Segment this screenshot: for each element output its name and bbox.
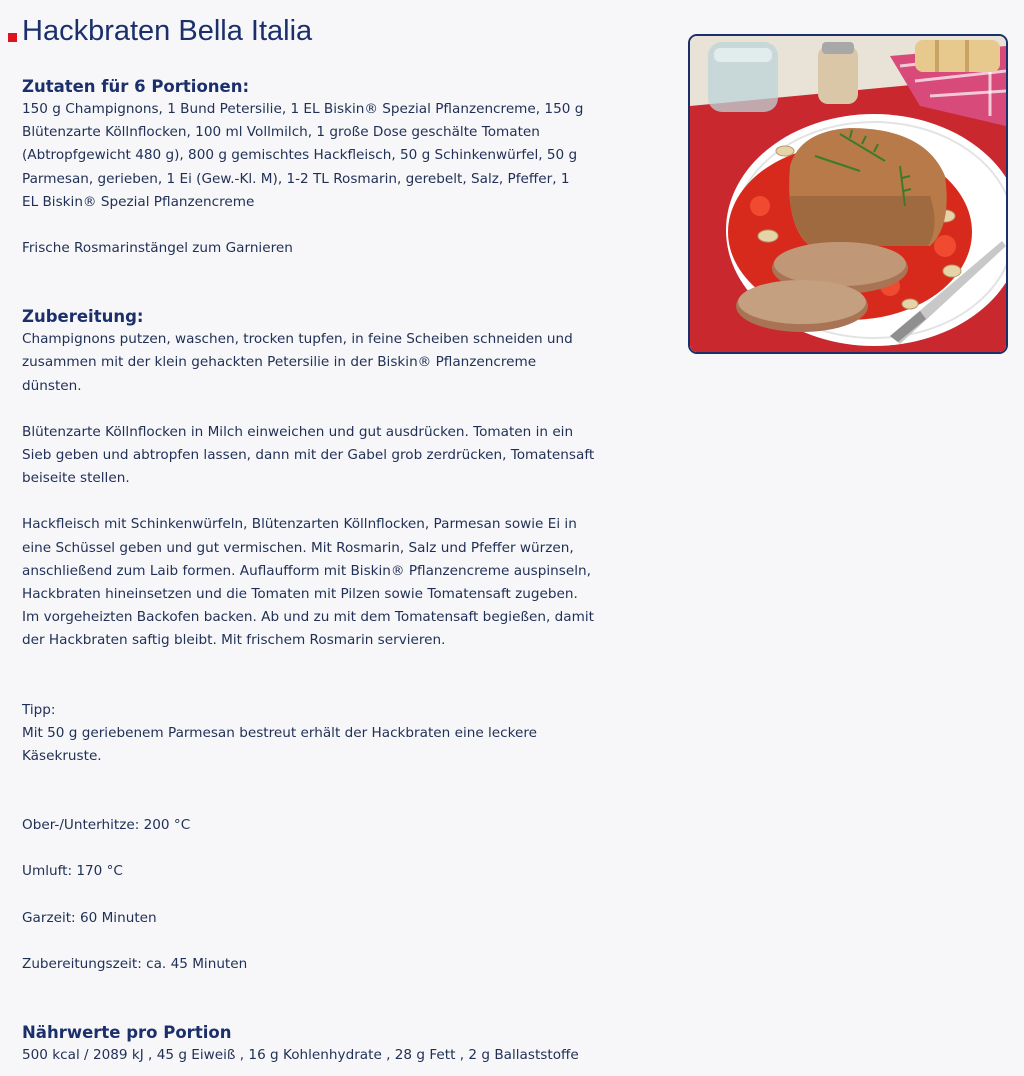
tip-label: Tipp:	[22, 701, 56, 718]
preparation-line: anschließend zum Laib formen. Auflaufform mit Biskin® Pflanzencreme auspinseln,	[22, 562, 591, 579]
convection: Umluft: 170 °C	[22, 863, 123, 880]
ingredients-heading: Zutaten für 6 Portionen:	[22, 77, 250, 96]
title-marker-icon	[8, 33, 17, 42]
recipe-content	[22, 76, 670, 1067]
meatloaf-illustration	[690, 36, 1006, 352]
ingredients-line: Parmesan, gerieben, 1 Ei (Gew.-Kl. M), 1-2 TL Rosmarin, gerebelt, Salz, Pfeffer, 1	[22, 170, 570, 187]
ingredients-line: EL Biskin® Spezial Pflanzencreme	[22, 193, 255, 210]
title-row	[8, 12, 312, 48]
glass-shape	[708, 42, 778, 112]
page-title: Hackbraten Bella Italia	[22, 15, 313, 47]
ingredients-line: (Abtropfgewicht 480 g), 800 g gemischtes Hackfleisch, 50 g Schinkenwürfel, 50 g	[22, 147, 578, 164]
preparation-line: Hackfleisch mit Schinkenwürfeln, Blütenzarten Köllnflocken, Parmesan sowie Ei in	[22, 516, 577, 533]
tip-line: Käsekruste.	[22, 748, 102, 765]
preparation-line: beiseite stellen.	[22, 470, 130, 487]
preparation-line: eine Schüssel geben und gut vermischen. Mit Rosmarin, Salz und Pfeffer würzen,	[22, 539, 574, 556]
nutrition-heading: Nährwerte pro Portion	[22, 1023, 232, 1043]
ingredients-line: 150 g Champignons, 1 Bund Petersilie, 1 EL Biskin® Spezial Pflanzencreme, 150 g	[22, 101, 584, 117]
preparation-line: Blütenzarte Köllnflocken in Milch einweichen und gut ausdrücken. Tomaten in ein	[22, 423, 574, 440]
preparation-line: dünsten.	[22, 377, 82, 394]
preparation-line: Hackbraten hineinsetzen und die Tomaten mit Pilzen sowie Tomatensaft zugeben.	[22, 586, 578, 603]
tip-line: Mit 50 g geriebenem Parmesan bestreut erhält der Hackbraten eine leckere	[22, 724, 538, 741]
prep-time: Zubereitungszeit: ca. 45 Minuten	[22, 955, 248, 972]
preparation-line: Champignons putzen, waschen, trocken tupfen, in feine Scheiben schneiden und	[22, 331, 573, 348]
top-bottom-heat: Ober-/Unterhitze: 200 °C	[22, 817, 191, 834]
recipe-photo	[688, 34, 1008, 354]
preparation-line: zusammen mit der klein gehackten Petersilie in der Biskin® Pflanzencreme	[22, 354, 537, 371]
garnish-text: Frische Rosmarinstängel zum Garnieren	[22, 240, 293, 257]
shaker-shape	[818, 42, 858, 104]
preparation-line: der Hackbraten saftig bleibt. Mit frischem Rosmarin servieren.	[22, 632, 446, 649]
nutrition-values: 500 kcal / 2089 kJ , 45 g Eiweiß , 16 g Kohlenhydrate , 28 g Fett , 2 g Ballaststoffe	[22, 1047, 579, 1064]
cooking-time: Garzeit: 60 Minuten	[22, 909, 157, 926]
ingredients-line: Blütenzarte Köllnflocken, 100 ml Vollmilch, 1 große Dose geschälte Tomaten	[22, 124, 540, 141]
preparation-line: Sieb geben und abtropfen lassen, dann mit der Gabel grob zerdrücken, Tomatensaft	[22, 447, 595, 464]
preparation-heading: Zubereitung:	[22, 307, 144, 327]
bread-shape	[915, 40, 1000, 72]
preparation-line: Im vorgeheizten Backofen backen. Ab und zu mit dem Tomatensaft begießen, damit	[22, 609, 594, 626]
